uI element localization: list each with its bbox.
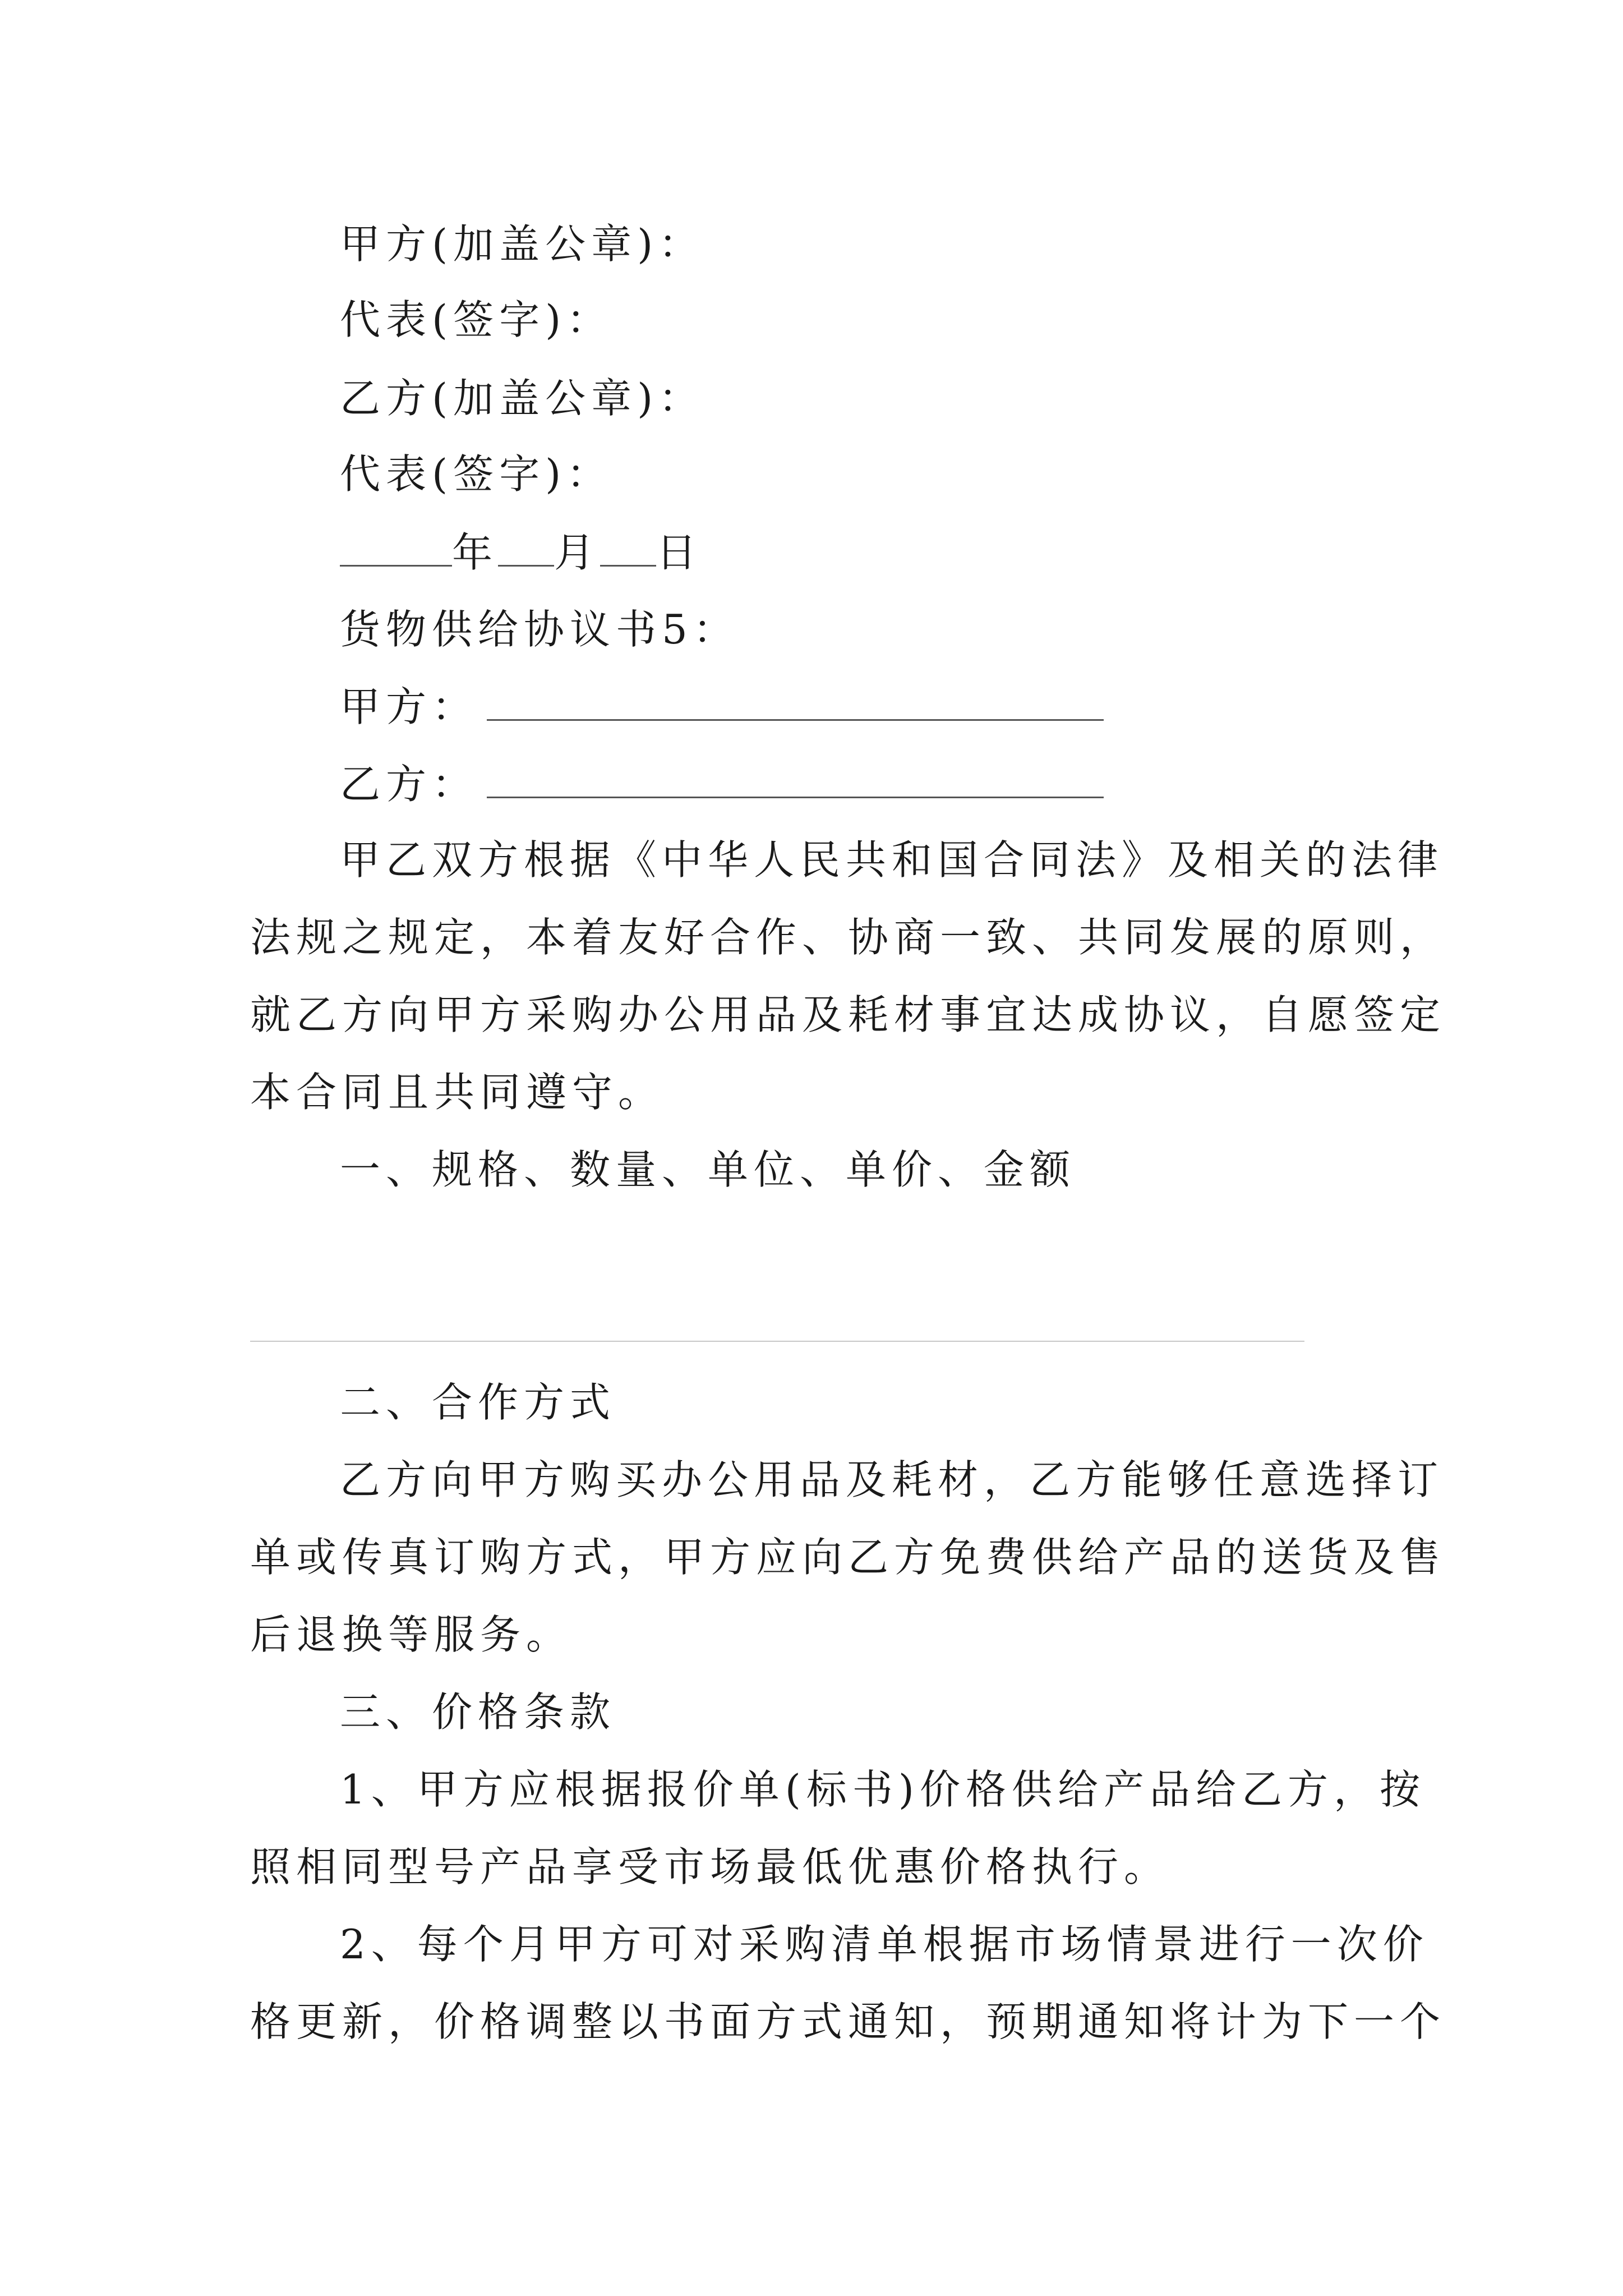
section-2-line-1: 乙方向甲方购买办公用品及耗材，乙方能够任意选择订 <box>340 1456 1444 1503</box>
preamble-line-2: 法规之规定，本着友好合作、协商一致、共同发展的原则， <box>250 914 1446 961</box>
section-2-heading: 二、合作方式 <box>340 1379 616 1426</box>
day-label: 日 <box>656 529 703 576</box>
party-b-label: 乙方： <box>340 761 478 808</box>
section-3-heading: 三、价格条款 <box>340 1688 616 1736</box>
section-3-item-2-line-2: 格更新，价格调整以书面方式通知，预期通知将计为下一个 <box>250 1998 1446 2045</box>
section-3-item-1-line-2: 照相同型号产品享受市场最低优惠价格执行。 <box>250 1843 1170 1890</box>
preamble-line-1: 甲乙双方根据《中华人民共和国合同法》及相关的法律 <box>340 836 1444 884</box>
section-2-line-2: 单或传真订购方式，甲方应向乙方免费供给产品的送货及售 <box>250 1534 1446 1581</box>
party-a-seal-label: 甲方(加盖公章)： <box>340 220 705 268</box>
month-label: 月 <box>554 529 601 576</box>
agreement-title: 货物供给协议书5： <box>340 606 739 653</box>
party-a-label: 甲方： <box>340 683 478 730</box>
table-divider-rule <box>250 1341 1304 1342</box>
day-blank <box>600 526 656 567</box>
party-b-blank <box>487 757 1104 798</box>
section-1-heading: 一、规格、数量、单位、单价、金额 <box>340 1146 1076 1193</box>
rep-a-signature-label: 代表(签字)： <box>340 296 613 343</box>
signature-date-line <box>340 524 1529 581</box>
section-2-line-3: 后退换等服务。 <box>250 1611 573 1658</box>
party-a-line <box>340 679 1529 735</box>
party-a-blank <box>487 680 1104 721</box>
preamble-line-3: 就乙方向甲方采购办公用品及耗材事宜达成协议，自愿签定 <box>250 991 1446 1038</box>
party-b-seal-label: 乙方(加盖公章)： <box>340 375 705 422</box>
month-blank <box>498 526 554 567</box>
year-blank <box>340 526 452 567</box>
preamble-line-4: 本合同且共同遵守。 <box>250 1069 665 1116</box>
rep-b-signature-label: 代表(签字)： <box>340 450 613 498</box>
year-label: 年 <box>452 529 499 576</box>
section-3-item-2-line-1: 2、每个月甲方可对采购清单根据市场情景进行一次价 <box>340 1921 1429 1968</box>
section-3-item-1-line-1: 1、甲方应根据报价单(标书)价格供给产品给乙方，按 <box>340 1766 1426 1813</box>
party-b-line <box>340 756 1529 812</box>
